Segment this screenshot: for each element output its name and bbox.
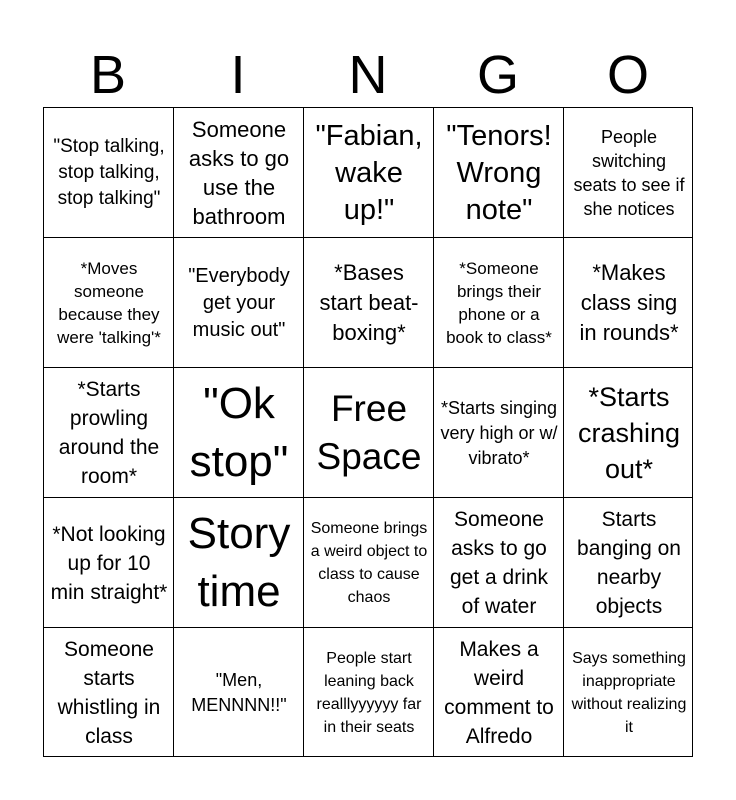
bingo-cell-b4[interactable] <box>44 498 174 628</box>
bingo-cell-i5[interactable] <box>174 628 304 758</box>
bingo-cell-text: People switching seats to see if she notices <box>573 127 685 219</box>
bingo-cell-o4[interactable] <box>564 498 694 628</box>
bingo-cell-n1[interactable] <box>304 108 434 238</box>
bingo-cell-text: *Starts singing very high or w/ vibrato* <box>440 397 558 468</box>
bingo-cell-text: Says something inappropriate without realizing it <box>571 650 687 736</box>
bingo-cell-text: Starts banging on nearby objects <box>577 508 681 618</box>
bingo-cell-i3[interactable] <box>174 368 304 498</box>
bingo-cell-g5[interactable] <box>434 628 564 758</box>
header-letter-g: G <box>476 45 519 105</box>
bingo-cell-text: *Starts crashing out* <box>577 382 681 484</box>
bingo-cell-g4[interactable] <box>434 498 564 628</box>
bingo-cell-text: "Men, MENNNN!!" <box>191 670 287 715</box>
bingo-cell-text: *Not looking up for 10 min straight* <box>50 522 168 604</box>
bingo-cell-text: *Starts prowling around the room* <box>58 378 160 488</box>
bingo-cell-b2[interactable] <box>44 238 174 368</box>
bingo-cell-text: *Moves someone because they were 'talking'* <box>57 259 161 347</box>
bingo-cell-b3[interactable] <box>44 368 174 498</box>
bingo-cell-b5[interactable] <box>44 628 174 758</box>
bingo-cell-i4[interactable] <box>174 498 304 628</box>
bingo-cell-n5[interactable] <box>304 628 434 758</box>
header-letter-b: B <box>89 45 127 105</box>
bingo-cell-g1[interactable] <box>434 108 564 238</box>
bingo-cell-o1[interactable] <box>564 108 694 238</box>
bingo-cell-n4[interactable] <box>304 498 434 628</box>
bingo-cell-free-space[interactable] <box>304 368 434 498</box>
bingo-card-grid <box>43 107 693 757</box>
bingo-cell-n2[interactable] <box>304 238 434 368</box>
bingo-cell-text: Someone starts whistling in class <box>57 638 161 748</box>
header-letter-i: I <box>230 45 246 105</box>
bingo-cell-g3[interactable] <box>434 368 564 498</box>
bingo-header <box>43 44 693 106</box>
bingo-cell-o5[interactable] <box>564 628 694 758</box>
bingo-cell-text: Story time <box>187 509 291 616</box>
bingo-cell-o3[interactable] <box>564 368 694 498</box>
bingo-cell-g2[interactable] <box>434 238 564 368</box>
bingo-cell-text: *Bases start beat-boxing* <box>319 260 419 345</box>
bingo-cell-text: *Makes class sing in rounds* <box>579 260 679 345</box>
bingo-cell-text: Free Space <box>316 388 422 477</box>
bingo-cell-text: "Tenors! Wrong note" <box>446 119 552 226</box>
bingo-cell-text: "Fabian, wake up!" <box>315 119 423 226</box>
bingo-cell-text: People start leaning back realllyyyyyy far in their seats <box>316 650 422 736</box>
bingo-cell-o2[interactable] <box>564 238 694 368</box>
bingo-cell-text: Someone asks to go get a drink of water <box>449 508 549 618</box>
bingo-cell-text: "Stop talking, stop talking, stop talking" <box>53 136 165 209</box>
bingo-cell-text: "Everybody get your music out" <box>188 264 290 341</box>
bingo-cell-text: Someone asks to go use the bathroom <box>188 117 290 229</box>
bingo-cell-i1[interactable] <box>174 108 304 238</box>
bingo-cell-text: "Ok stop" <box>189 379 289 486</box>
bingo-cell-text: Makes a weird comment to Alfredo <box>444 638 554 748</box>
bingo-cell-b1[interactable] <box>44 108 174 238</box>
header-letter-o: O <box>606 45 649 105</box>
header-letter-n: N <box>348 45 388 105</box>
bingo-cell-i2[interactable] <box>174 238 304 368</box>
bingo-cell-text: *Someone brings their phone or a book to class* <box>446 259 552 347</box>
bingo-cell-text: Someone brings a weird object to class to cause chaos <box>310 520 428 606</box>
